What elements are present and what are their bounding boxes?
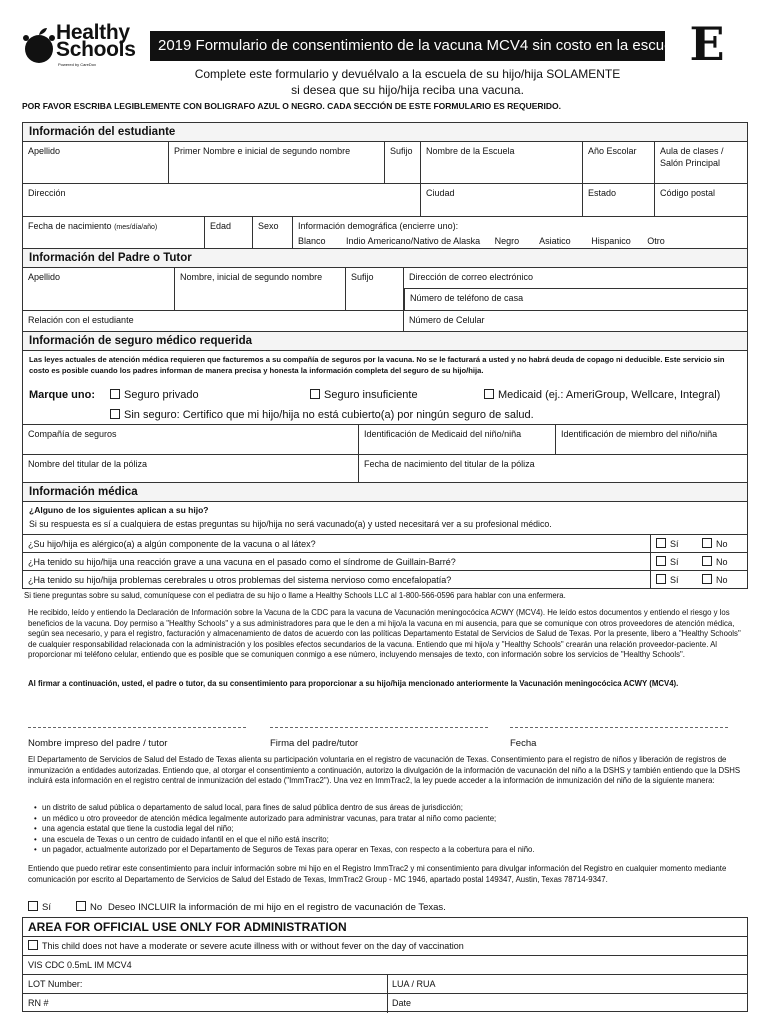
- signature-line-date[interactable]: [510, 727, 728, 728]
- mark-one-label: Marque uno:: [29, 389, 95, 401]
- sex-field[interactable]: [253, 217, 293, 249]
- school-name-field[interactable]: [421, 142, 583, 183]
- checkbox[interactable]: [484, 389, 494, 399]
- checkbox[interactable]: [28, 940, 38, 950]
- demo-option[interactable]: Negro: [494, 236, 520, 246]
- letter-e-icon: E: [689, 17, 725, 71]
- parent-section-title: Información del Padre o Tutor: [23, 249, 747, 268]
- registry-opt-yes[interactable]: [28, 901, 51, 915]
- opt-uninsured[interactable]: [110, 408, 534, 422]
- age-field[interactable]: [205, 217, 253, 249]
- checkbox[interactable]: [656, 538, 666, 548]
- withdraw-paragraph: Entiendo que puedo retirar este consentimiento para incluir información sobre mi hijo en el Registro ImmTrac2 y mi consentimiento para divulgar información del Registro en cualquier momento mediante comunicación por escrito al Departamento de Servicios de Salud del Estado de Texas, ImmTrac2 Group - MC 1946, apartado postal 149347, Austin, Texas 78714-9347.: [28, 864, 727, 884]
- parent-row-3: [23, 311, 747, 331]
- answer-no[interactable]: [697, 571, 747, 588]
- label: Dirección: [28, 188, 66, 198]
- demo-option[interactable]: Blanco: [298, 236, 326, 246]
- medical-question-row: [23, 535, 747, 553]
- label: Sufijo: [351, 272, 374, 282]
- answer-no[interactable]: [697, 553, 747, 570]
- checkbox[interactable]: [76, 901, 86, 911]
- label: Date: [392, 998, 412, 1008]
- registry-access-list: [32, 803, 732, 856]
- list-item: • un médico u otro proveedor de atención médica legalmente autorizado para administrar vacunas, para tratar al niño como paciente;: [32, 814, 732, 825]
- illness-check-row[interactable]: [23, 937, 747, 956]
- label: Ciudad: [426, 188, 455, 198]
- classroom-field[interactable]: [655, 142, 747, 183]
- medical-section: [22, 483, 748, 589]
- rn-row: [23, 994, 747, 1013]
- checkbox[interactable]: [110, 389, 120, 399]
- label: Apellido: [28, 146, 61, 156]
- medical-section-title: Información médica: [23, 483, 747, 502]
- label: Sí: [670, 539, 679, 549]
- insurance-section-title: Información de seguro médico requerida: [23, 332, 747, 351]
- member-id-field[interactable]: [556, 425, 747, 454]
- student-row-2: [23, 184, 747, 217]
- subtitle-line1: Complete este formulario y devuélvalo a la escuela de su hijo/hija SOLAMENTE: [194, 67, 621, 81]
- list-item: • un distrito de salud pública o departamento de salud local, para fines de salud pública dentro de sus áreas de jurisdicción;: [32, 803, 732, 814]
- address-field[interactable]: [23, 184, 421, 216]
- checkbox[interactable]: [28, 901, 38, 911]
- label: Fecha de nacimiento del titular de la póliza: [364, 459, 535, 469]
- apple-icon: [22, 26, 56, 66]
- registry-paragraph: El Departamento de Servicios de Salud del Estado de Texas alienta su participación voluntaria en el registro de vacunación de Texas. Consentimiento para el registro de niños y liberación de registros de inmunización a entidades autorizadas. Entiendo que, al otorgar el consentimiento a continuación, autorizo la divulgación de la información de vacunación del niño a la DSHS y también entiendo que la DSHS incluirá esta información en el registro central de inmunización del estado ("ImmTrac2"). Una vez en ImmTrac2, la ley puede acceder a la información de inmunización del niño de la siguiente manera:: [28, 755, 741, 785]
- label: Primer Nombre e inicial de segundo nombre: [174, 146, 351, 156]
- label: No: [716, 557, 728, 567]
- label: Fecha de nacimiento: [28, 221, 112, 231]
- label: No: [90, 902, 103, 913]
- label: Estado: [588, 188, 617, 198]
- label: Identificación de miembro del niño/niña: [561, 429, 718, 439]
- label: Apellido: [28, 272, 61, 282]
- insurance-company-field[interactable]: [23, 425, 359, 454]
- list-item: • un pagador, actualmente autorizado por el Departamento de Seguros de Texas para operar en Texas, con respecto a la cobertura para el niño.: [32, 845, 732, 856]
- label: Medicaid (ej.: AmeriGroup, Wellcare, Integral): [498, 389, 721, 401]
- label: No: [716, 539, 728, 549]
- parent-section: [22, 249, 748, 332]
- checkbox[interactable]: [310, 389, 320, 399]
- list-item: • una agencia estatal que tiene la custodia legal del niño;: [32, 824, 732, 835]
- insurance-section: [22, 332, 748, 483]
- opt-medicaid[interactable]: [484, 388, 720, 402]
- demographics-label: Información demográfica (encierre uno):: [298, 221, 459, 231]
- label: Número de Celular: [409, 315, 485, 325]
- policy-holder-name-field[interactable]: [23, 455, 359, 482]
- label: No: [716, 575, 728, 585]
- parent-row-1: [23, 268, 747, 289]
- label: Nombre de la Escuela: [426, 146, 515, 156]
- answer-yes[interactable]: [651, 571, 697, 588]
- form-title: 2019 Formulario de consentimiento de la vacuna MCV4 sin costo en la escuela: [150, 31, 665, 61]
- healthy-schools-logo: [22, 21, 137, 70]
- official-use-section: [22, 917, 748, 1012]
- label: Año Escolar: [588, 146, 637, 156]
- label: Compañía de seguros: [28, 429, 117, 439]
- policy-holder-dob-field[interactable]: [359, 455, 747, 482]
- label: Sí: [42, 902, 51, 913]
- print-note: POR FAVOR ESCRIBA LEGIBLEMENTE CON BOLIGRAFO AZUL O NEGRO. CADA SECCIÓN DE ESTE FORMULARIO ES REQUERIDO.: [22, 101, 561, 111]
- answer-yes[interactable]: [651, 553, 697, 570]
- checkbox[interactable]: [702, 538, 712, 548]
- email-field[interactable]: [404, 268, 747, 289]
- demographics-field: [293, 217, 747, 249]
- date-field[interactable]: [387, 994, 411, 1013]
- logo-line2: Schools: [56, 38, 136, 61]
- label: This child does not have a moderate or severe acute illness with or without fever on the day of vaccination: [42, 941, 464, 951]
- label: Dirección de correo electrónico: [409, 272, 534, 282]
- zip-field[interactable]: [655, 184, 747, 216]
- cdc-declaration: He recibido, leído y entiendo la Declaración de Información sobre la Vacuna de la CDC para la vacuna de Vacunación meningocócica ACWY (MCV4). He leído estos documentos y entiendo el riesgo y los beneficios de la vacuna. Doy permiso a "Healthy Schools" y a sus administradores para que le den a mi hijo/a la vacuna en mi ausencia, para que se comunique con otros proveedores de atención médica, según sea necesario, y para el registro, facturación y almacenamiento de datos de acuerdo con las políticas Departamento Estatal de Servicios de Salud de Texas. Por la presente, libero a "Healthy Schools" de cualquier responsabilidad relacionada con la administración y los posibles efectos secundarios de la vacuna. Entiendo que mi hijo/a y "Healthy Schools" crearán una relación proveedor-paciente. Al proporcionar mi teléfono celular, entiendo que es posible que se comuniquen conmigo a ese número, incluyendo mensajes de texto, con información sobre los servicios de "Healthy Schools".: [28, 608, 741, 659]
- checkbox[interactable]: [702, 556, 712, 566]
- date-label: Fecha: [510, 738, 537, 749]
- insurance-row-2: [23, 455, 747, 482]
- printed-name-label: Nombre impreso del padre / tutor: [28, 738, 168, 749]
- answer-no[interactable]: [697, 535, 747, 552]
- checkbox[interactable]: [656, 574, 666, 584]
- registry-opt-text: Deseo INCLUIR la información de mi hijo en el registro de vacunación de Texas.: [108, 902, 446, 913]
- student-section: [22, 122, 748, 249]
- rn-label[interactable]: RN #: [28, 998, 49, 1008]
- medicaid-id-field[interactable]: [359, 425, 556, 454]
- label: Relación con el estudiante: [28, 315, 134, 325]
- medical-question-row: [23, 571, 747, 588]
- logo-line1: Healthy: [56, 21, 130, 44]
- demo-option[interactable]: Indio Americano/Nativo de Alaska: [346, 236, 481, 246]
- dob-field[interactable]: [23, 217, 205, 249]
- demo-option[interactable]: Otro: [647, 236, 665, 246]
- answer-yes[interactable]: [651, 535, 697, 552]
- logo-powered-by: Powered by CareDox: [58, 62, 97, 67]
- relation-field[interactable]: [23, 311, 404, 331]
- signing-statement: Al firmar a continuación, usted, el padre o tutor, da su consentimiento para proporcionar a su hijo/hija mencionado anteriormente la Vacunación meningocócica ACWY (MCV4).: [28, 679, 679, 688]
- subtitle-line2: si desea que su hijo/hija reciba una vacuna.: [291, 83, 524, 97]
- label: Aula de clases / Salón Principal: [660, 146, 724, 168]
- student-last-name-field[interactable]: [23, 142, 169, 183]
- checkbox[interactable]: [656, 556, 666, 566]
- demo-option[interactable]: Asiatico: [539, 236, 571, 246]
- label: Número de teléfono de casa: [410, 293, 524, 303]
- opt-insufficient[interactable]: [310, 388, 418, 402]
- label: Seguro privado: [124, 389, 199, 401]
- lua-rua-field[interactable]: [387, 975, 436, 993]
- label: Sin seguro: Certifico que mi hijo/hija no está cubierto(a) por ningún seguro de salud.: [124, 409, 534, 421]
- label: Sexo: [258, 221, 279, 231]
- label: Edad: [210, 221, 232, 231]
- checkbox[interactable]: [110, 409, 120, 419]
- signature-label: Firma del padre/tutor: [270, 738, 359, 749]
- list-item: • una escuela de Texas o un centro de cuidado infantil en el que el niño está inscrito;: [32, 835, 732, 846]
- label: Sí: [670, 557, 679, 567]
- label: Identificación de Medicaid del niño/niña: [364, 429, 522, 439]
- student-row-1: [23, 142, 747, 184]
- checkbox[interactable]: [702, 574, 712, 584]
- health-questions-note: Si tiene preguntas sobre su salud, comuníquese con el pediatra de su hijo o llame a Healthy Schools LLC al 1-800-566-0596 para hablar con una enfermera.: [24, 591, 566, 600]
- question-text: ¿Su hijo/hija es alérgico(a) a algún componente de la vacuna o al látex?: [23, 535, 651, 552]
- registry-opt-no[interactable]: [76, 901, 102, 915]
- insurance-notice: Las leyes actuales de atención médica requieren que facturemos a su compañía de seguros por la vacuna. No se le facturará a usted y no habrá deuda de copago ni deducible. Este servicio sin costo es posible cuando los padres informan de manera precisa y honesta la información completa del seguro de su hijo/hija.: [29, 355, 725, 375]
- student-section-title: Información del estudiante: [23, 123, 747, 142]
- medical-question-intro: ¿Alguno de los siguientes aplican a su hijo?: [29, 505, 209, 515]
- demo-option[interactable]: Hispanico: [591, 236, 631, 246]
- state-field[interactable]: [583, 184, 655, 216]
- lot-label[interactable]: LOT Number:: [28, 979, 83, 989]
- signature-line-signature[interactable]: [270, 727, 488, 728]
- city-field[interactable]: [421, 184, 583, 216]
- label: Nombre, inicial de segundo nombre: [180, 272, 323, 282]
- label: LUA / RUA: [392, 979, 436, 989]
- label: Nombre del titular de la póliza: [28, 459, 148, 469]
- form-subtitle: [150, 66, 665, 98]
- question-text: ¿Ha tenido su hijo/hija una reacción grave a una vacuna en el pasado como el síndrome de Guillain-Barré?: [23, 553, 651, 570]
- cell-phone-field[interactable]: [404, 311, 747, 331]
- parent-row-2: [23, 289, 747, 311]
- vis-row: VIS CDC 0.5mL IM MCV4: [23, 956, 747, 975]
- opt-private[interactable]: [110, 388, 199, 402]
- lot-row: [23, 975, 747, 994]
- label: Sufijo: [390, 146, 413, 156]
- insurance-row-1: [23, 425, 747, 455]
- question-text: ¿Ha tenido su hijo/hija problemas cerebrales u otros problemas del sistema nervioso como encefalopatía?: [23, 571, 651, 588]
- dob-format: (mes/día/año): [114, 224, 158, 231]
- student-first-name-field[interactable]: [169, 142, 385, 183]
- student-suffix-field[interactable]: [385, 142, 421, 183]
- official-use-title: AREA FOR OFFICIAL USE ONLY FOR ADMINISTRATION: [23, 918, 747, 937]
- student-row-3: [23, 217, 747, 249]
- label: Sí: [670, 575, 679, 585]
- medical-question-row: [23, 553, 747, 571]
- medical-note: Si su respuesta es sí a cualquiera de estas preguntas su hijo/hija no será vacunado(a) y usted necesitará ver a su profesional médico.: [29, 519, 552, 529]
- home-phone-field[interactable]: [404, 289, 747, 310]
- label: Seguro insuficiente: [324, 389, 418, 401]
- label: Código postal: [660, 188, 716, 198]
- signature-line-name[interactable]: [28, 727, 246, 728]
- grade-field[interactable]: [583, 142, 655, 183]
